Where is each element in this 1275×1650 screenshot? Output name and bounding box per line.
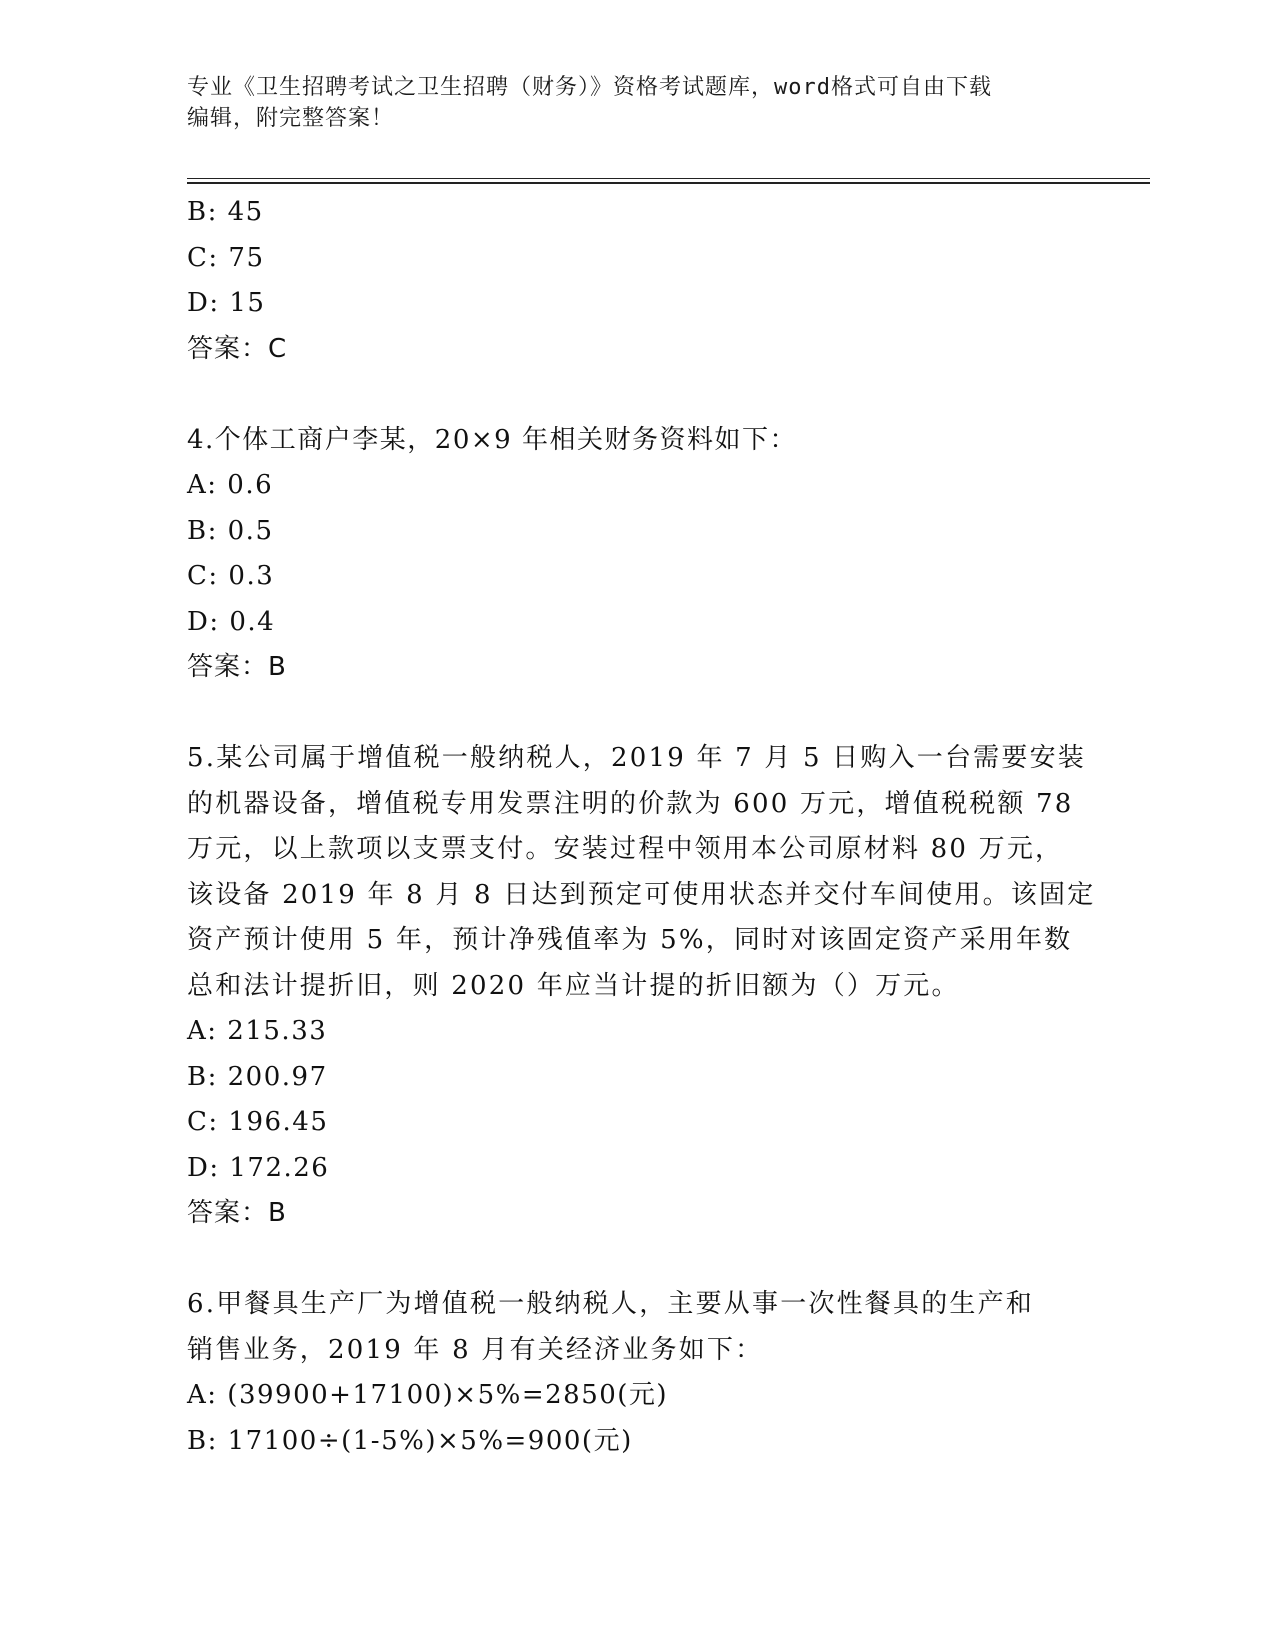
question-stem — [187, 1282, 1087, 1373]
option-b: B: 200.97 — [187, 1061, 328, 1092]
header-divider-thin — [187, 178, 1150, 179]
stem-line: 资产预计使用 5 年，预计净残值率为 5%，同时对该固定资产采用年数 — [187, 925, 1073, 955]
answer-line: 答案：B — [187, 1198, 287, 1228]
document-header: 专业《卫生招聘考试之卫生招聘（财务）》资格考试题库，word格式可自由下载 编辑，附完整答案！ — [187, 75, 992, 131]
option-d: D: 0.4 — [187, 606, 276, 637]
option-a: A: (39900+17100)×5%=2850(元) — [187, 1380, 669, 1410]
answer-line: 答案：C — [187, 333, 288, 364]
stem-line: 万元，以上款项以支票支付。安装过程中领用本公司原材料 80 万元， — [187, 834, 1064, 864]
stem-line: 该设备 2019 年 8 月 8 日达到预定可使用状态并交付车间使用。该固定 — [187, 879, 1096, 910]
option-b: B: 45 — [187, 197, 264, 227]
option-a: A: 0.6 — [187, 470, 274, 500]
option-a: A: 215.33 — [187, 1016, 328, 1046]
stem-line: 总和法计提折旧，则 2020 年应当计提的折旧额为（）万元。 — [187, 970, 960, 1001]
option-c: C: 75 — [187, 242, 265, 273]
option-d: D: 15 — [187, 288, 266, 318]
option-c: C: 0.3 — [187, 561, 275, 591]
stem-line: 的机器设备，增值税专用发票注明的价款为 600 万元，增值税税额 78 — [187, 788, 1074, 819]
option-b: B: 0.5 — [187, 515, 274, 546]
question-4 — [187, 418, 1087, 691]
question-content — [187, 190, 1096, 1464]
answer-line: 答案：B — [187, 652, 287, 682]
question-5 — [187, 736, 1096, 1237]
option-d: D: 172.26 — [187, 1152, 330, 1183]
stem-line: 6.甲餐具生产厂为增值税一般纳税人，主要从事一次性餐具的生产和 — [187, 1289, 1035, 1319]
question-stem: 4.个体工商户李某，20×9 年相关财务资料如下： — [187, 424, 797, 455]
question-6 — [187, 1282, 1087, 1464]
option-b: B: 17100÷(1-5%)×5%=900(元) — [187, 1425, 633, 1456]
question-3-tail — [187, 190, 1087, 372]
option-c: C: 196.45 — [187, 1107, 329, 1137]
question-stem — [187, 736, 1096, 1009]
stem-line: 5.某公司属于增值税一般纳税人，2019 年 7 月 5 日购入一台需要安装 — [187, 743, 1086, 773]
stem-line: 销售业务，2019 年 8 月有关经济业务如下： — [187, 1334, 764, 1365]
header-divider-thick — [187, 182, 1150, 184]
